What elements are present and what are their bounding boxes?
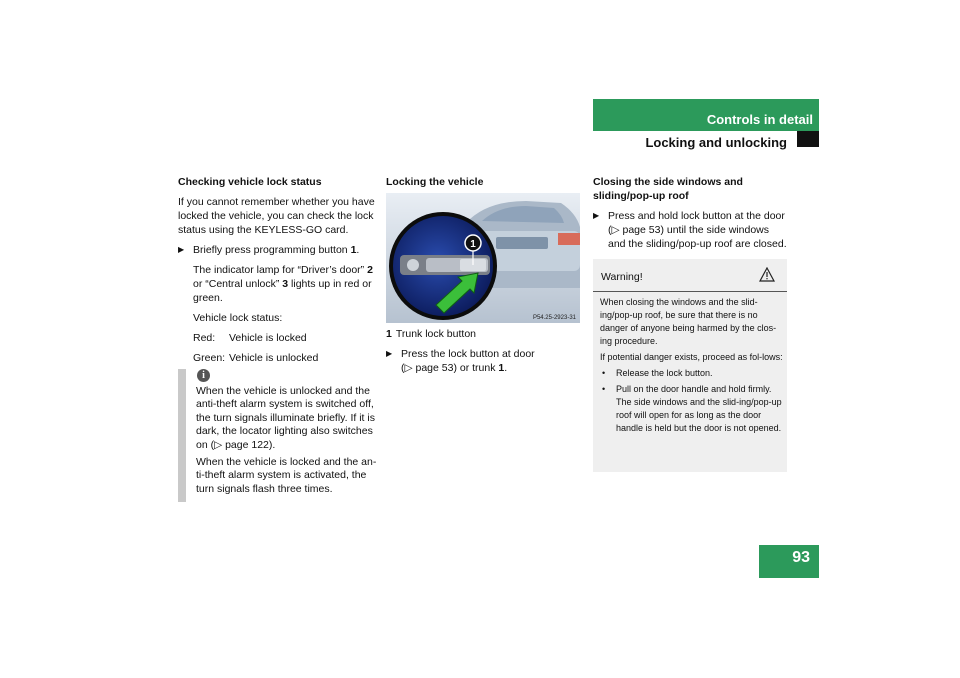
warning-icon bbox=[759, 267, 775, 282]
photo-callout: 1 bbox=[470, 239, 476, 250]
intro-text: If you cannot remember whether you have locked the vehicle, you can check the lock status using the KEYLESS-GO card. bbox=[178, 196, 375, 236]
step-press-programming: ▶ Briefly press programming button 1. bbox=[178, 243, 378, 257]
indicator-lamp-text: The indicator lamp for “Driver’s door” 2 or “Central unlock” 3 lights up in red or green. bbox=[193, 264, 373, 304]
step-press-lock: ▶ Press the lock button at door (▷ page 53) or trunk 1. bbox=[386, 347, 580, 375]
info-box bbox=[178, 369, 378, 502]
column-lock-status bbox=[178, 175, 378, 371]
subsection-title: Locking and unlocking bbox=[645, 135, 787, 150]
section-header bbox=[593, 99, 819, 131]
subsection-header bbox=[593, 131, 789, 149]
warning-bullet: • Pull on the door handle and hold firmly. The side windows and the slid-ing/pop-up roof will open for as long as the door handle is held but the door is not opened. bbox=[600, 383, 784, 435]
info-bar bbox=[178, 369, 186, 502]
page-number: 93 bbox=[792, 549, 810, 566]
page-number-box bbox=[759, 545, 819, 578]
heading-closing: Closing the side windows and sliding/pop-up roof bbox=[593, 176, 743, 202]
section-title: Controls in detail bbox=[706, 112, 813, 127]
warning-box bbox=[593, 259, 787, 472]
column-closing bbox=[593, 175, 789, 257]
warning-paragraph: When closing the windows and the slid-ing/pop-up roof, be sure that there is no danger of anyone being harmed by the clos-ing procedure. bbox=[600, 297, 777, 346]
info-paragraph: When the vehicle is unlocked and the anti-theft alarm system is switched off, the turn signals illuminate briefly. If it is dark, the locator lighting also switches on (▷ page 122). bbox=[196, 385, 375, 451]
status-label: Vehicle lock status: bbox=[193, 312, 283, 324]
figure-caption: 1 Trunk lock button bbox=[386, 328, 476, 340]
info-paragraph: When the vehicle is locked and the an-ti-theft alarm system is activated, the turn signals flash three times. bbox=[196, 456, 377, 495]
info-icon: i bbox=[197, 369, 210, 382]
warning-title: Warning! bbox=[601, 271, 643, 283]
heading-locking: Locking the vehicle bbox=[386, 176, 484, 188]
step-hold-lock: ▶ Press and hold lock button at the door (▷ page 53) until the side windows and the sliding/pop-up roof are closed. bbox=[593, 209, 789, 251]
heading-lock-status: Checking vehicle lock status bbox=[178, 176, 322, 188]
warning-paragraph: If potential danger exists, proceed as fol-lows: bbox=[600, 352, 783, 362]
trunk-lock-photo bbox=[386, 193, 580, 323]
column-locking bbox=[386, 175, 580, 195]
header-marker bbox=[797, 131, 819, 147]
warning-header bbox=[593, 259, 787, 292]
column-locking-text bbox=[386, 327, 580, 381]
status-green: Green: Vehicle is unlocked bbox=[193, 352, 319, 364]
warning-bullet: • Release the lock button. bbox=[600, 367, 784, 380]
status-red: Red: Vehicle is locked bbox=[193, 332, 307, 344]
warning-text bbox=[600, 296, 784, 438]
photo-code: P54.25-2923-31 bbox=[532, 315, 576, 321]
info-text bbox=[196, 385, 378, 500]
